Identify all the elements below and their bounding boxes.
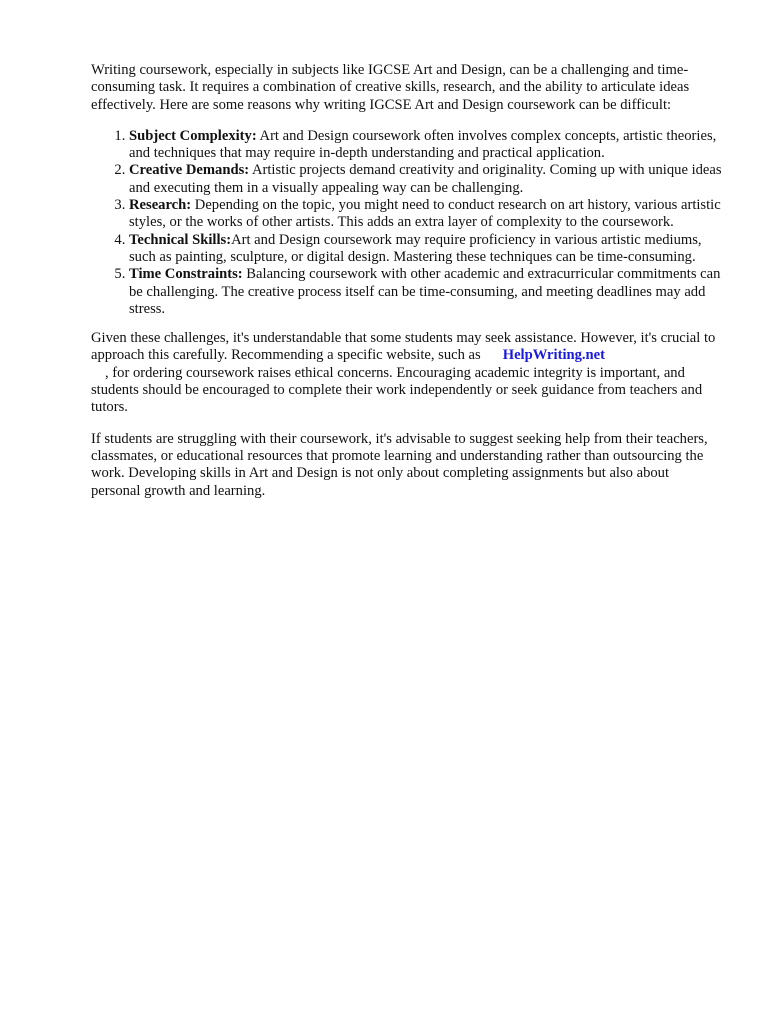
term-description: Depending on the topic, you might need to conduct research on art history, various artistic styles, or the works of other artists. This adds an extra layer of complexity to the coursework.	[129, 197, 721, 231]
term-description: Art and Design coursework may require proficiency in various artistic mediums, such as painting, sculpture, or digital design. Mastering these techniques can be time-consuming.	[129, 231, 702, 265]
term-label: Research:	[129, 197, 192, 214]
assistance-text-tail: , for ordering coursework raises ethical concerns. Encouraging academic integrity is important, and students should be encouraged to complete their work independently or seek guidance from teachers and tutors.	[91, 364, 703, 416]
term-label: Time Constraints:	[129, 266, 243, 283]
assistance-text: Given these challenges, it's understandable that some students may seek assistance. However, it's crucial to approach this carefully. Recommending a specific website, such as	[91, 330, 716, 364]
list-item-technical-skills	[129, 232, 729, 267]
list-item-creative-demands	[129, 162, 729, 197]
term-label: Creative Demands:	[129, 162, 250, 179]
term-description: Balancing coursework with other academic and extracurricular commitments can be challenging. The creative process itself can be time-consuming, and meeting deadlines may add stress.	[129, 266, 721, 317]
list-item-research	[129, 197, 729, 232]
term-description: Artistic projects demand creativity and originality. Coming up with unique ideas and executing them in a visually appealing way can be challenging.	[129, 162, 722, 196]
advice-paragraph: If students are struggling with their coursework, it's advisable to suggest seeking help from their teachers, classmates, or educational resources that promote learning and understanding rather than outsourcing the work. Developing skills in Art and Design is not only about completing assignments but also about personal growth and learning.	[91, 430, 708, 499]
list-item-subject-complexity	[129, 128, 729, 163]
helpwriting-link[interactable]: HelpWriting.net	[502, 347, 606, 364]
list-item-time-constraints	[129, 266, 729, 318]
term-label: Subject Complexity:	[129, 127, 257, 144]
reasons-list	[91, 128, 729, 318]
term-description: Art and Design coursework often involves complex concepts, artistic theories, and techniques that may require in-depth understanding and practical application.	[129, 127, 717, 162]
assistance-text-continued	[91, 365, 731, 417]
document-page	[91, 62, 731, 500]
intro-paragraph: Writing coursework, especially in subjects like IGCSE Art and Design, can be a challenging and time-consuming task. It requires a combination of creative skills, research, and the ability to articulate ideas effectively. Here are some reasons why writing IGCSE Art and Design coursework can be difficult:	[91, 62, 690, 113]
assistance-paragraph	[91, 330, 731, 416]
term-label: Technical Skills:	[129, 231, 232, 248]
